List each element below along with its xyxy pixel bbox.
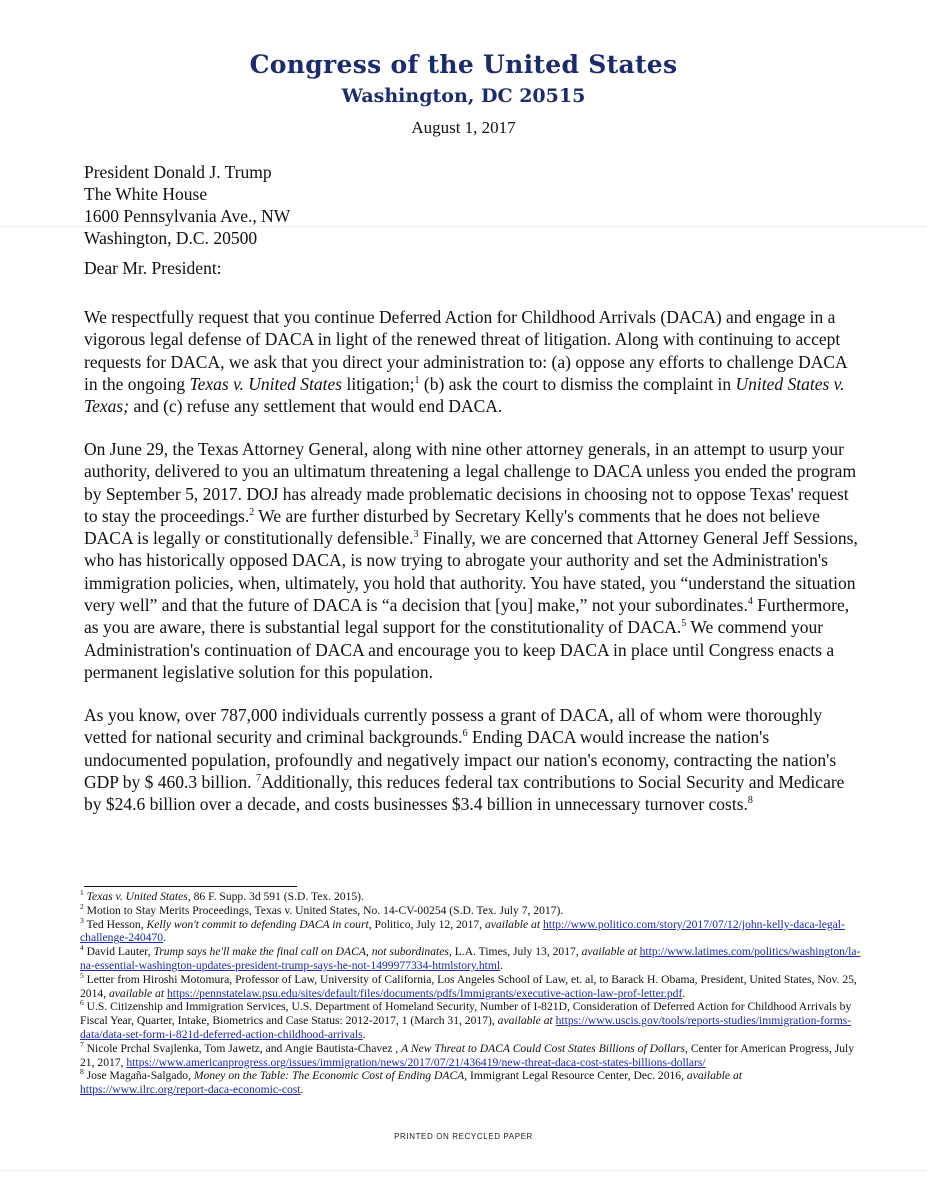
letterhead: [0, 50, 927, 108]
footnote-1: [80, 890, 870, 904]
text: and (c) refuse any settlement that would end DACA.: [129, 396, 503, 417]
footnote-title: Money on the Table: The Economic Cost of Ending DACA,: [193, 1069, 468, 1083]
recipient-address: [84, 161, 290, 249]
footnote-2: [80, 901, 870, 918]
available-at: available at: [497, 1014, 553, 1028]
text: On June 29, the Texas Attorney General, along with nine other attorney generals, in an attempt to usurp your authority, delivered to you an ultimatum threatening a legal challenge to DACA unless you ended the program by September 5, 2017. DOJ has already made problematic decisions in choosing not to oppose Texas' request to stay the proceedings.: [84, 439, 857, 526]
footnote-ref: 4: [747, 596, 753, 608]
footnote-text: Motion to Stay Merits Proceedings, Texas v. United States, No. 14-CV-00254 (S.D. Tex. July 7, 2017).: [86, 903, 564, 917]
footnote-link[interactable]: https://www.uscis.gov/tools/reports-studies/immigration-forms-data/data-set-form-i-821d-deferred-action-childhood-arrivals: [80, 1014, 852, 1041]
available-at: available at: [108, 986, 165, 1000]
footnote-title: A New Threat to DACA Could Cost States Billions of Dollars: [401, 1041, 686, 1055]
letter-date: August 1, 2017: [411, 118, 516, 137]
text: Furthermore, as you are aware, there is substantial legal support for the constitutionality of DACA.: [84, 595, 850, 638]
text: We commend your Administration's continuation of DACA and encourage you to keep DACA in place until Congress enacts a permanent legislative solution for this population.: [84, 617, 835, 682]
footnote-number: 7: [80, 1039, 84, 1049]
footnote-number: 2: [80, 901, 84, 911]
footnote-ref: 3: [413, 529, 419, 541]
footnote-link[interactable]: https://www.americanprogress.org/issues/immigration/news/2017/07/21/436419/new-threat-daca-cost-states-billions-dollars/: [126, 1055, 706, 1069]
recycled-paper-notice: PRINTED ON RECYCLED PAPER: [394, 1132, 533, 1141]
footnote-text: , Politico, July 12, 2017,: [368, 917, 485, 931]
footnote-ref: 5: [681, 618, 687, 630]
footnote-link[interactable]: https://www.ilrc.org/report-daca-economic-cost: [80, 1083, 301, 1097]
address-line: The White House: [84, 184, 208, 204]
footnote-text: Jose Magaña-Salgado,: [86, 1069, 194, 1083]
text: Finally, we are concerned that Attorney General Jeff Sessions, who has historically opposed DACA, is now trying to abrogate your authority and set the Administration's immigration policies, when, ultimately, you hold that authority. You have stated, you “understand the situation very well” and that the future of DACA is “a decision that [you] make,” not your subordinates.: [84, 528, 858, 616]
footnotes: [80, 890, 870, 1097]
footnote-number: 1: [80, 888, 84, 898]
text: We respectfully request that you continue Deferred Action for Childhood Arrivals (DACA) and engage in a vigorous legal defense of DACA in light of the renewed threat of litigation. Along with continuing to accept requests for DACA, we ask that you direct your administration to: (a) oppose any efforts to challenge DACA in the ongoing: [84, 307, 847, 394]
footnote-text: David Lauter,: [86, 945, 154, 959]
footnote-6: [80, 1000, 870, 1041]
footnote-text: .: [300, 1083, 304, 1097]
paragraph-2: [84, 438, 859, 683]
footnote-text: .: [682, 986, 686, 1000]
footnote-title: Kelly won't commit to defending DACA in court: [146, 917, 369, 931]
text: As you know, over 787,000 individuals currently possess a grant of DACA, all of whom were thoroughly vetted for national security and criminal backgrounds.: [84, 705, 823, 748]
footnote-link[interactable]: https://pennstatelaw.psu.edu/sites/default/files/documents/pdfs/Immigrants/executive-action-law-prof-letter.pdf: [166, 986, 683, 1000]
footnote-8: [80, 1069, 870, 1097]
footnote-text: Nicole Prchal Svajlenka, Tom Jawetz, and Angie Bautista-Chavez ,: [86, 1041, 402, 1055]
text: Ending DACA would increase the nation's undocumented population, profoundly and negatively impact our nation's economy, contracting the nation's GDP by $ 460.3 billion.: [84, 727, 837, 792]
case-name: Texas v. United States: [189, 373, 343, 394]
footnote-title: Texas v. United States: [86, 890, 188, 903]
footnote-text: Immigrant Legal Resource Center, Dec. 2016,: [467, 1069, 687, 1083]
footnote-text: U.S. Citizenship and Immigration Services, U.S. Department of Homeland Security, Number of I-821D, Consideration of Deferred Action for Childhood Arrivals by Fiscal Year, Quarter, Intake, Biometrics and Case Status: 2012-2017, 1 (March 31, 2017),: [80, 1000, 852, 1028]
available-at: available at: [581, 945, 637, 959]
footnote-7: [80, 1039, 870, 1070]
footnote-ref: 1: [414, 375, 420, 387]
footnote-text: .: [362, 1027, 366, 1041]
footnote-ref: 2: [249, 507, 255, 519]
footnote-text: .: [500, 958, 503, 972]
letterhead-title: Congress of the United States: [249, 50, 678, 79]
footnote-text: , Center for American Progress, July 21, 2017,: [80, 1041, 855, 1069]
footnote-ref: 6: [462, 728, 468, 740]
footnote-number: 8: [80, 1067, 84, 1077]
case-name: United States v. Texas;: [84, 373, 845, 417]
footnote-text: Letter from Hiroshi Motomura, Professor of Law, University of California, Los Angeles School of Law, et. al, to Barack H. Obama, President, United States, Nov. 25, 2014,: [80, 972, 857, 1000]
address-line: President Donald J. Trump: [84, 162, 272, 182]
footnote-text: , 86 F. Supp. 3d 591 (S.D. Tex. 2015).: [187, 890, 364, 903]
footnote-3: [80, 915, 870, 946]
footnote-title: Trump says he'll make the final call on DACA, not subordinates,: [153, 945, 452, 959]
text: (b) ask the court to dismiss the complaint in: [419, 373, 736, 394]
text: Additionally, this reduces federal tax contributions to Social Security and Medicare by $24.6 billion over a decade, and costs businesses $3.4 billion in unnecessary turnover costs.: [84, 771, 845, 815]
letterhead-city: Washington, DC 20515: [341, 85, 586, 107]
address-line: 1600 Pennsylvania Ave., NW: [84, 206, 291, 226]
footnote-link[interactable]: http://www.politico.com/story/2017/07/12/john-kelly-daca-legal-challenge-240470: [80, 917, 845, 945]
footnote-number: 6: [80, 998, 84, 1008]
footnote-5: [80, 970, 870, 1001]
footnote-number: 4: [80, 943, 84, 953]
available-at: available at: [686, 1069, 742, 1083]
footnote-link[interactable]: http://www.latimes.com/politics/washington/la-na-essential-washington-updates-president-trump-says-he-not-1499977334-htmlstory.html: [80, 945, 861, 972]
available-at: available at: [484, 917, 541, 931]
footnote-rule: [84, 886, 297, 887]
text: litigation;: [342, 373, 415, 394]
footnote-ref: 8: [747, 795, 753, 807]
footnote-text: L.A. Times, July 13, 2017,: [451, 945, 582, 959]
footnote-4: [80, 945, 870, 973]
footnote-number: 5: [80, 970, 84, 980]
footnote-text: .: [163, 931, 166, 945]
paragraph-1: [84, 306, 859, 417]
address-line: Washington, D.C. 20500: [84, 228, 258, 248]
salutation: Dear Mr. President:: [84, 258, 222, 278]
paragraph-3: [84, 704, 859, 815]
footnote-number: 3: [80, 915, 84, 925]
fold-line: [0, 1170, 927, 1171]
footnote-text: Ted Hesson,: [86, 917, 147, 931]
text: We are further disturbed by Secretary Kelly's comments that he does not believe DACA is legally or constitutionally defensible.: [84, 505, 820, 549]
footnote-ref: 7: [255, 773, 261, 785]
